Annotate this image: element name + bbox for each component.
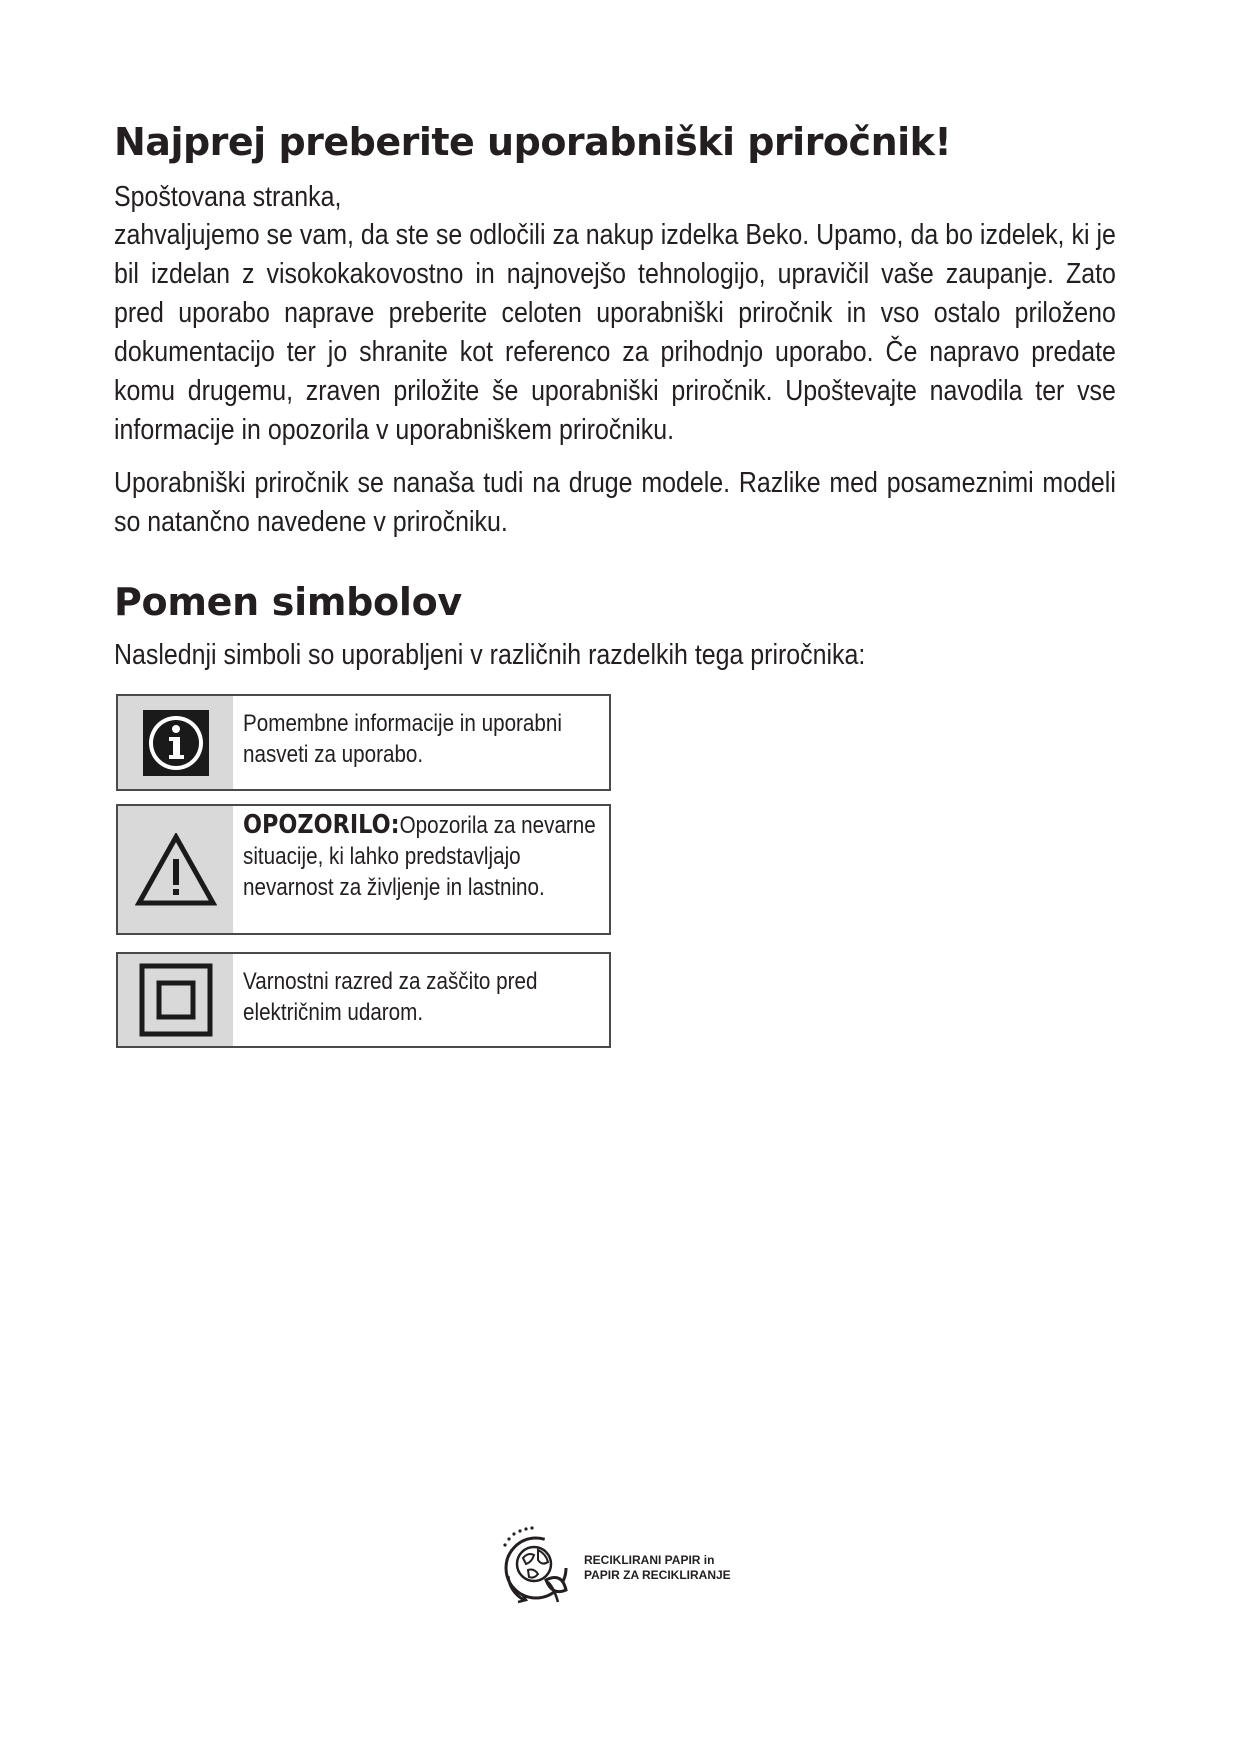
info-symbol-text: Pomembne informacije in uporabni nasveti za uporabo. (243, 710, 562, 768)
symbols-intro: Naslednji simboli so uporabljeni v različnih razdelkih tega priročnika: (114, 639, 866, 671)
symbol-row-warning (116, 804, 611, 935)
models-paragraph: Uporabniški priročnik se nanaša tudi na druge modele. Razlike med posameznimi modeli so natančno navedene v priročniku. (114, 467, 1116, 538)
info-icon (143, 710, 209, 776)
double-insulation-icon (139, 963, 213, 1037)
recycled-paper-line2: PAPIR ZA RECIKLIRANJE (584, 1568, 731, 1582)
symbol-row-protection-class (116, 952, 611, 1048)
warning-icon (135, 833, 217, 907)
greeting: Spoštovana stranka, (114, 181, 342, 213)
protection-class-text: Varnostni razred za zaščito pred električnim udarom. (243, 968, 538, 1026)
symbols-heading: Pomen simbolov (114, 580, 462, 624)
recycled-paper-line1: RECIKLIRANI PAPIR in (584, 1553, 715, 1567)
intro-paragraph: zahvaljujemo se vam, da ste se odločili za nakup izdelka Beko. Upamo, da bo izdelek, ki je bil izdelan z visokokakovostno in najnovejšo tehnologijo, upravičil vaše zaupanje. Zato pred uporabo naprave preberite celoten uporabniški priročnik in vso ostalo priloženo dokumentacijo ter jo shranite kot referenco za prihodnjo uporabo. Če napravo predate komu drugemu, zraven priložite še uporabniški priročnik. Upoštevajte navodila ter vse informacije in opozorila v uporabniškem priročniku. (114, 219, 1116, 446)
symbol-row-info (116, 694, 611, 791)
recycled-paper-icon (496, 1522, 576, 1614)
recycled-paper-notice (496, 1522, 731, 1614)
warning-symbol-text: Opozorila za nevarne situacije, ki lahko predstavljajo nevarnost za življenje in lastnino. (243, 812, 596, 901)
warning-label: OPOZORILO: (243, 810, 400, 840)
page-title: Najprej preberite uporabniški priročnik! (114, 120, 952, 164)
